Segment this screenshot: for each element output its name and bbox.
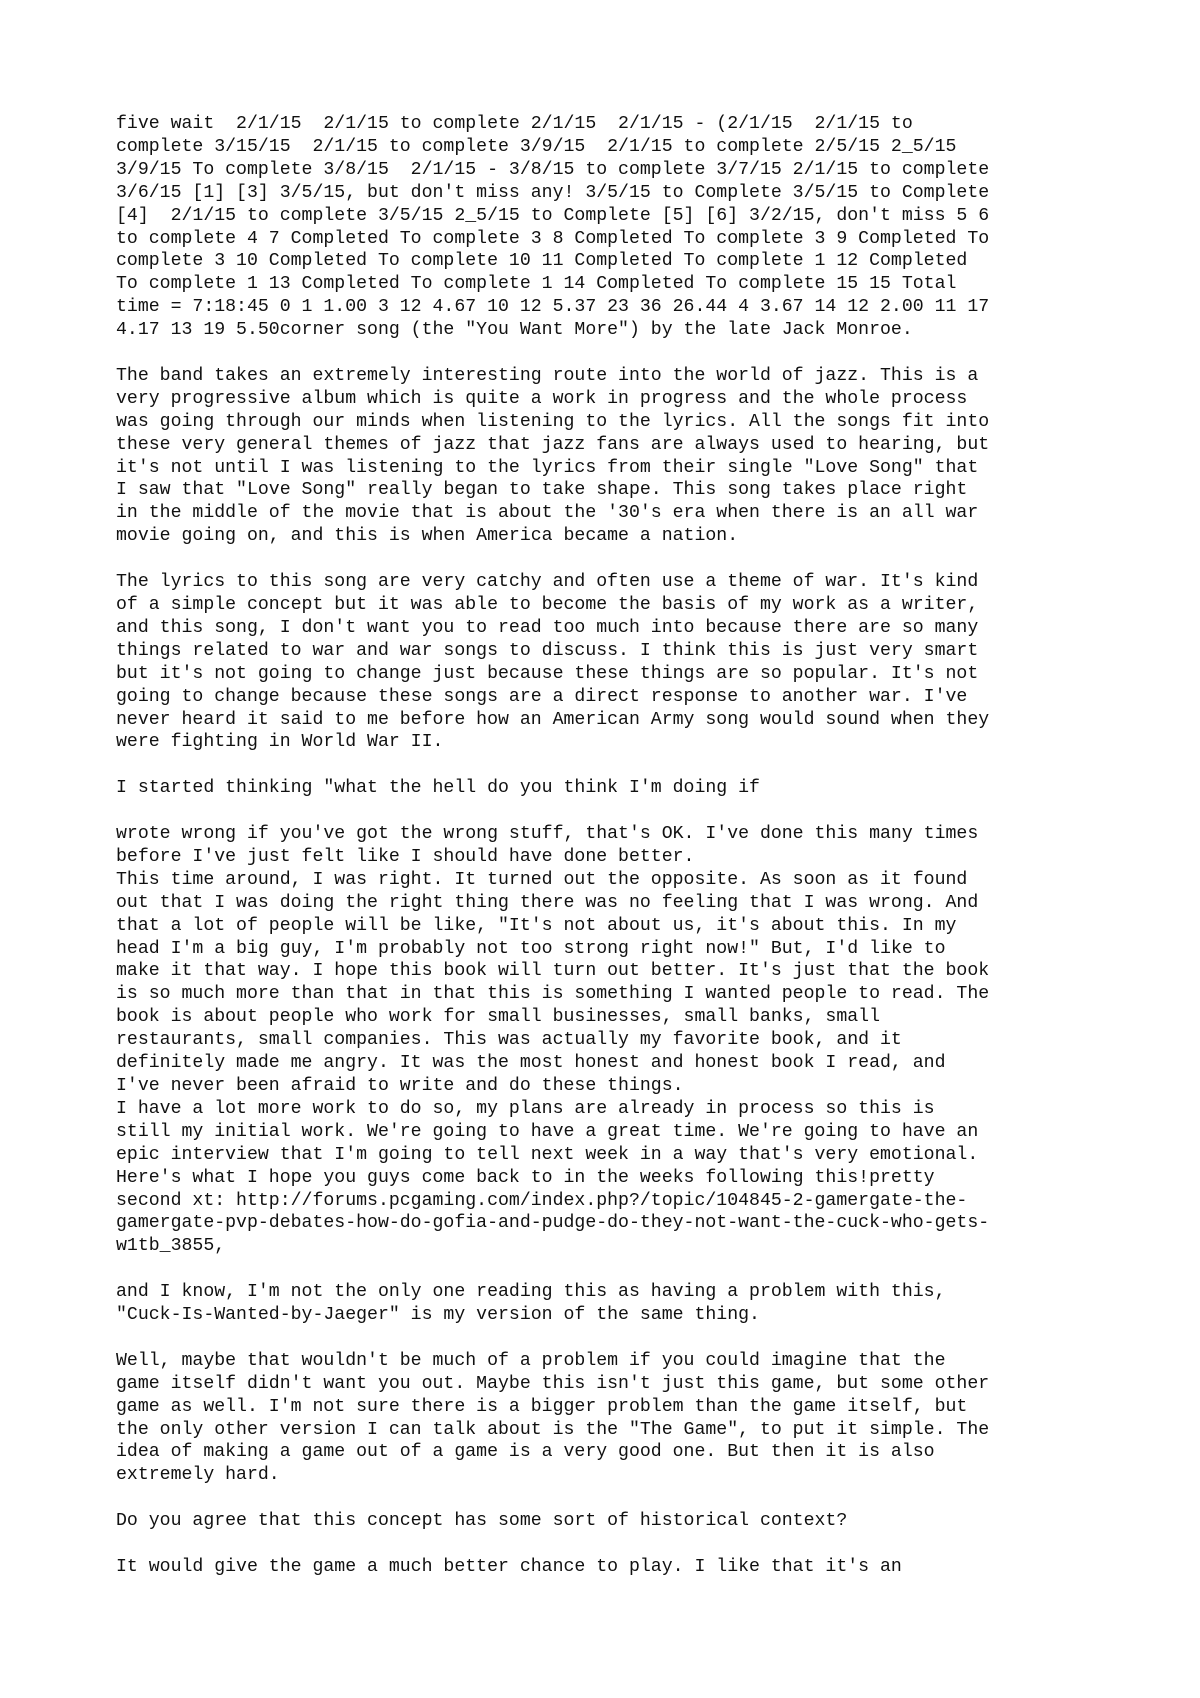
paragraph-historical-context: Do you agree that this concept has some sort of historical context?	[116, 1511, 848, 1532]
paragraph-lyrics-war: The lyrics to this song are very catchy and often use a theme of war. It's kind of a simple concept but it was able to become the basis of my work as a writer, and this song, I don't want you to read too much into because there are so many things related to war and war songs to discuss. I think this is just very smart but it's not going to change just because these things are so popular. It's not going to change because these songs are a direct response to another war. I've never heard it said to me before how an American Army song would sound when they were fighting in World War II.	[116, 572, 990, 753]
paragraph-started-thinking: I started thinking "what the hell do you think I'm doing if	[116, 778, 760, 799]
paragraph-game-problem: Well, maybe that wouldn't be much of a problem if you could imagine that the game itself didn't want you out. Maybe this isn't just this game, but some other game as well. I'm not sure there is a bigger problem than the game itself, but the only other version I can talk about is the "The Game", to put it simple. The idea of making a game out of a game is a very good one. But then it is also extremely hard.	[116, 1350, 990, 1486]
paragraph-wrote-wrong: wrote wrong if you've got the wrong stuff, that's OK. I've done this many times before I've just felt like I should have done better. This time around, I was right. It turned out the opposite. As soon as it found out that I was doing the right thing there was no feeling that I was wrong. And that a lot of people will be like, "It's not about us, it's about this. In my head I'm a big guy, I'm probably not too strong right now!" But, I'd like to make it that way. I hope this book will turn out better. It's just that the book is so much more than that in that this is something I wanted people to read. The book is about people who work for small businesses, small banks, small restaurants, small companies. This was actually my favorite book, and it definitely made me angry. It was the most honest and honest book I read, and I've never been afraid to write and do these things. I have a lot more work to do so, my plans are already in process so this is still my initial work. We're going to have a great time. We're going to have an epic interview that I'm going to tell next week in a way that's very emotional. Here's what I hope you guys come back to in the weeks following this!pretty second xt: http://forums.pcgaming.com/index.php?/topic/104845-2-gamergate-the- gamergate-pvp-debates-how-do-gofia-and-pudge-do-they-not-want-the-cuck-who-gets- w1tb_3855,	[116, 824, 990, 1257]
paragraph-better-chance: It would give the game a much better chance to play. I like that it's an	[116, 1556, 902, 1577]
paragraph-cuck-is-wanted: and I know, I'm not the only one reading this as having a problem with this, "Cuck-Is-Wanted-by-Jaeger" is my version of the same thing.	[116, 1282, 946, 1326]
paragraph-task-log: five wait 2/1/15 2/1/15 to complete 2/1/15 2/1/15 - (2/1/15 2/1/15 to complete 3/15/15 2/1/15 to complete 3/9/15 2/1/15 to complete 2/5/15 2_5/15 3/9/15 To complete 3/8/15 2/1/15 - 3/8/15 to complete 3/7/15 2/1/15 to complete 3/6/15 [1] [3] 3/5/15, but don't miss any! 3/5/15 to Complete 3/5/15 to Complete [4] 2/1/15 to complete 3/5/15 2_5/15 to Complete [5] [6] 3/2/15, don't miss 5 6 to complete 4 7 Completed To complete 3 8 Completed To complete 3 9 Completed To complete 3 10 Completed To complete 10 11 Completed To complete 1 12 Completed To complete 1 13 Completed To complete 1 14 Completed To complete 15 15 Total time = 7:18:45 0 1 1.00 3 12 4.67 10 12 5.37 23 36 26.44 4 3.67 14 12 2.00 11 17 4.17 13 19 5.50corner song (the "You Want More") by the late Jack Monroe.	[116, 114, 990, 341]
document-body	[116, 113, 1116, 1579]
paragraph-band-jazz: The band takes an extremely interesting route into the world of jazz. This is a very progressive album which is quite a work in progress and the whole process was going through our minds when listening to the lyrics. All the songs fit into these very general themes of jazz that jazz fans are always used to hearing, but it's not until I was listening to the lyrics from their single "Love Song" that I saw that "Love Song" really began to take shape. This song takes place right in the middle of the movie that is about the '30's era when there is an all war movie going on, and this is when America became a nation.	[116, 365, 990, 547]
